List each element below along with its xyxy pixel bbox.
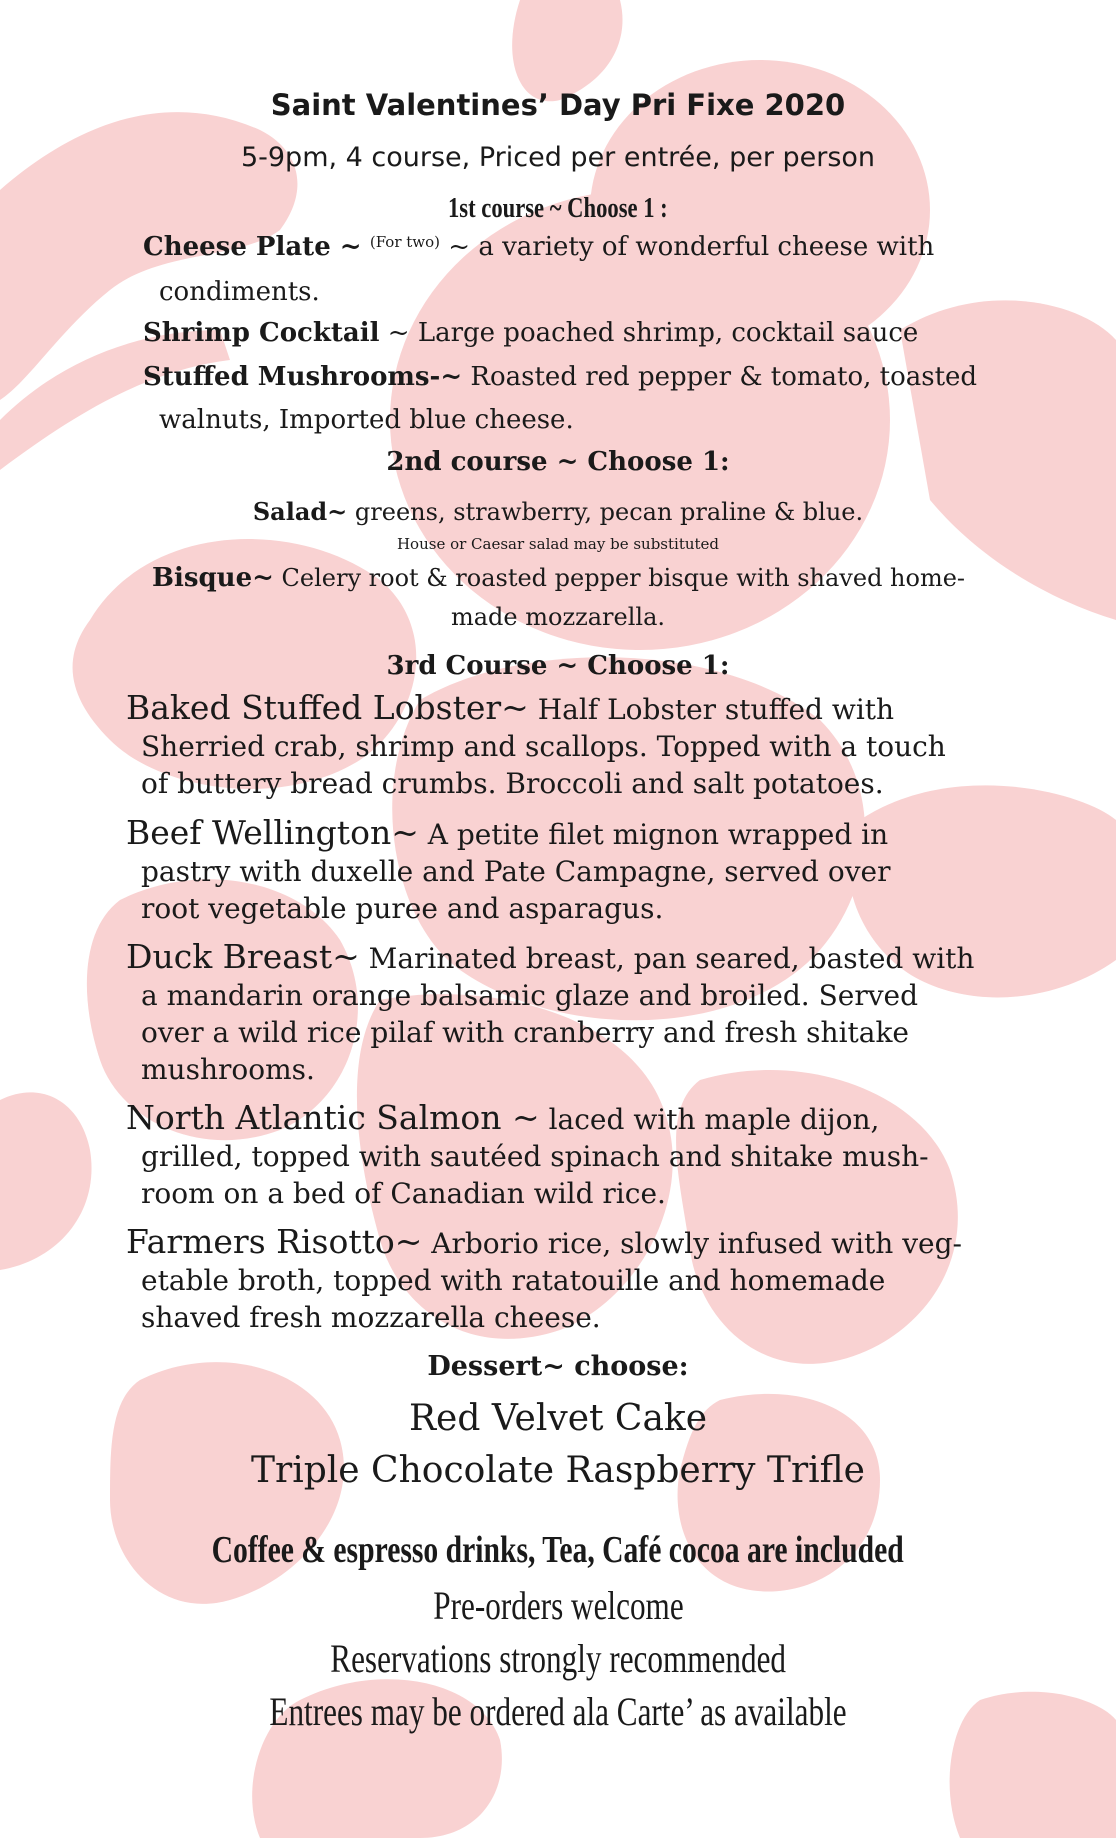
course3-heading: 3rd Course ~ Choose 1: [386, 651, 730, 681]
item-desc: ~ a variety of wonderful cheese with [440, 232, 935, 262]
item-desc-line: of buttery bread crumbs. Broccoli and salt potatoes. [141, 767, 884, 800]
dessert-item-trifle: Triple Chocolate Raspberry Trifle [251, 1450, 865, 1491]
course2-salad [0, 497, 1116, 526]
dessert-heading: Dessert~ choose: [427, 1351, 689, 1382]
item-name: Stuffed Mushrooms-~ [143, 362, 463, 392]
item-desc-line: root vegetable puree and asparagus. [141, 892, 664, 925]
item-desc: Half Lobster stuffed with [528, 693, 895, 726]
dessert-item-cake: Red Velvet Cake [408, 1398, 708, 1439]
item-desc-line: over a wild rice pilaf with cranberry and fresh shitake [141, 1016, 910, 1049]
course1-item-mushrooms [143, 362, 977, 392]
item-desc: Marinated breast, pan seared, basted with [359, 942, 975, 975]
item-desc: greens, strawberry, pecan praline & blue. [347, 498, 864, 526]
item-desc: A petite filet mignon wrapped in [418, 818, 889, 851]
course1-item-shrimp [143, 318, 918, 348]
course1-item-mushrooms-line2: walnuts, Imported blue cheese. [159, 405, 574, 435]
course1-heading-text: 1st course ~ Choose 1 : [448, 192, 668, 224]
item-note: (For two) [369, 233, 441, 251]
footer-included-text: Coffee & espresso drinks, Tea, Café cocoa are included [211, 1529, 905, 1571]
course1-heading [0, 192, 1116, 225]
item-desc-line: room on a bed of Canadian wild rice. [141, 1177, 666, 1210]
item-desc-line: a mandarin orange balsamic glaze and broiled. Served [141, 979, 919, 1012]
course2-bisque-line2: made mozzarella. [450, 603, 666, 631]
item-desc: Arborio rice, slowly infused with veg- [422, 1227, 963, 1260]
footer-alacarte-text: Entrees may be ordered ala Carte’ as available [269, 1689, 847, 1734]
item-desc: laced with maple dijon, [539, 1103, 880, 1136]
item-name: Salad~ [252, 497, 348, 526]
item-desc-line: Sherried crab, shrimp and scallops. Topped with a touch [141, 730, 946, 763]
item-desc-line: etable broth, topped with ratatouille and homemade [141, 1264, 886, 1297]
item-name: Cheese Plate ~ [143, 232, 362, 262]
course2-heading: 2nd course ~ Choose 1: [386, 447, 730, 477]
item-name: Bisque~ [152, 563, 274, 593]
menu-subtitle: 5-9pm, 4 course, Priced per entrée, per person [240, 142, 876, 173]
item-desc-line: grilled, topped with sautéed spinach and shitake mush- [141, 1140, 929, 1173]
footer-included [0, 1528, 1116, 1572]
item-desc: Roasted red pepper & tomato, toasted [462, 362, 978, 392]
item-name: Shrimp Cocktail [143, 318, 380, 348]
item-name: Farmers Risotto~ [126, 1222, 423, 1261]
item-desc: Celery root & roasted pepper bisque with shaved home- [273, 564, 966, 592]
item-desc-line: mushrooms. [141, 1053, 315, 1086]
item-name: Beef Wellington~ [126, 813, 419, 852]
footer-alacarte [0, 1688, 1116, 1735]
course1-item-cheese [143, 232, 934, 262]
course2-bisque [152, 563, 965, 593]
footer-preorders-text: Pre-orders welcome [432, 1583, 684, 1628]
footer-reservations [0, 1635, 1116, 1682]
item-desc-line: shaved fresh mozzarella cheese. [141, 1301, 601, 1334]
course1-item-cheese-line2: condiments. [159, 277, 320, 307]
item-name: Duck Breast~ [126, 937, 360, 976]
item-name: North Atlantic Salmon ~ [126, 1098, 540, 1137]
course2-salad-substitute: House or Caesar salad may be substituted [396, 535, 720, 553]
footer-preorders [0, 1582, 1116, 1629]
item-desc-line: pastry with duxelle and Pate Campagne, served over [141, 855, 891, 888]
item-desc: ~ Large poached shrimp, cocktail sauce [379, 318, 919, 348]
menu-title: Saint Valentines’ Day Pri Fixe 2020 [270, 88, 846, 122]
footer-reservations-text: Reservations strongly recommended [330, 1636, 786, 1681]
item-name: Baked Stuffed Lobster~ [126, 688, 529, 727]
